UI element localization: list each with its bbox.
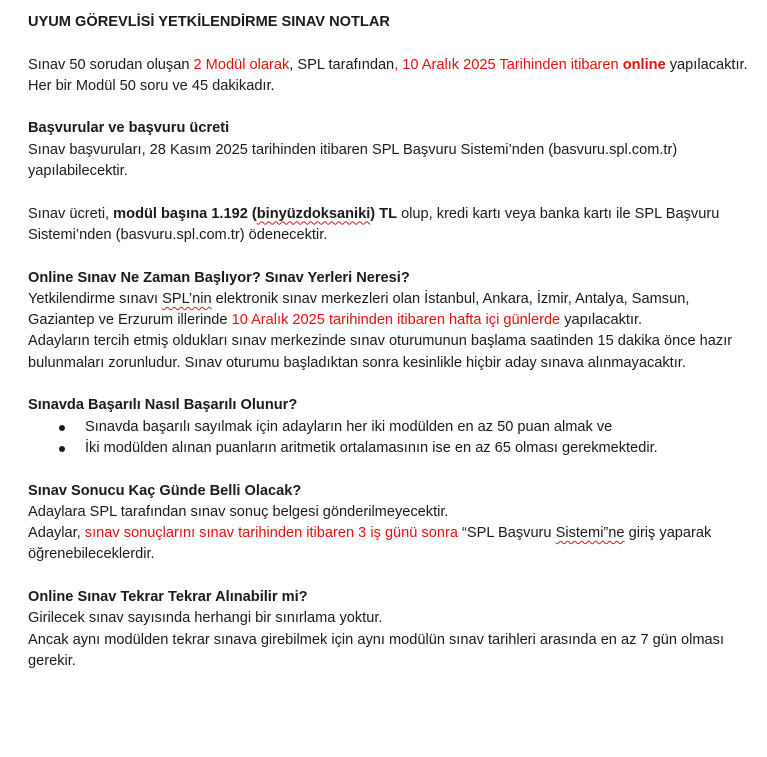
document-page: [28, 12, 750, 672]
section-heading-sonuc: Sınav Sonucu Kaç Günde Belli Olacak?: [28, 482, 302, 499]
online-highlight-date: 10 Aralık 2025 tarihinden itibaren hafta içi günlerde: [231, 312, 561, 329]
tekrar-paragraph-2: Ancak aynı modülden tekrar sınava girebilmek için aynı modülün sınav tarihleri arasında en az 7 gün olması gerekir.: [28, 631, 725, 669]
sonuc-text-1: Adaylar,: [28, 525, 85, 542]
intro-text-1: Sınav 50 sorudan oluşan: [28, 56, 194, 73]
basvuru-paragraph-2: [28, 204, 750, 247]
online-text-3: yapılacaktır.: [560, 312, 643, 329]
sonuc-paragraph-2: [28, 523, 750, 566]
spacer: [28, 459, 750, 480]
fee-bold-1: modül başına 1.192 (: [113, 205, 257, 222]
section-heading-basvuru: Başvurular ve başvuru ücreti: [28, 120, 230, 137]
online-text-1: Yetkilendirme sınavı: [28, 290, 163, 307]
section-heading-tekrar: Online Sınav Tekrar Tekrar Alınabilir mi?: [28, 589, 308, 606]
intro-text-2: , SPL tarafından: [289, 56, 395, 73]
spacer: [28, 246, 750, 267]
list-item: [28, 438, 750, 459]
intro-paragraph: [28, 55, 750, 76]
tekrar-paragraph-1: Girilecek sınav sayısında herhangi bir sınırlama yoktur.: [28, 610, 383, 627]
bullet-icon: [59, 425, 65, 431]
online-spl-word: SPL’nin: [162, 290, 212, 307]
spacer: [28, 97, 750, 118]
intro-highlight-online: online: [622, 56, 666, 73]
sonuc-sistem-word: Sistemi”ne: [555, 525, 625, 542]
fee-text-2: olup, kredi kartı veya banka kartı ile SPL Başvuru Sistemi’nden (basvuru.spl.com.tr) ödenecektir.: [28, 205, 720, 243]
spacer: [28, 374, 750, 395]
sonuc-paragraph-1: Adaylara SPL tarafından sınav sonuç belgesi gönderilmeyecektir.: [28, 503, 449, 520]
list-item-text: Sınavda başarılı sayılmak için adayların her iki modülden en az 50 puan almak ve: [85, 418, 613, 435]
fee-text-1: Sınav ücreti,: [28, 205, 114, 222]
online-paragraph-1: [28, 289, 750, 332]
spacer: [28, 33, 750, 54]
basvuru-paragraph-1: Sınav başvuruları, 28 Kasım 2025 tarihinden itibaren SPL Başvuru Sistemi’nden (basvuru.spl.com.tr) yapılabilecektir.: [28, 141, 678, 180]
fee-bold-spelled: binyüzdoksaniki: [256, 205, 371, 222]
list-item: [28, 417, 750, 438]
fee-bold-2: ) TL: [370, 205, 398, 222]
basari-list: [28, 417, 750, 460]
intro-line-2: Her bir Modül 50 soru ve 45 dakikadır.: [28, 77, 275, 94]
list-item-text: İki modülden alınan puanların aritmetik ortalamasının ise en az 65 olması gerekmektedir.: [85, 439, 658, 456]
intro-text-3: yapılacaktır.: [665, 56, 748, 73]
document-title: UYUM GÖREVLİSİ YETKİLENDİRME SINAV NOTLAR: [28, 14, 390, 30]
section-heading-online: Online Sınav Ne Zaman Başlıyor? Sınav Yerleri Neresi?: [28, 269, 410, 286]
intro-highlight-modules: 2 Modül olarak: [193, 56, 290, 73]
sonuc-text-3: giriş yaparak öğrenebileceklerdir.: [28, 525, 712, 563]
sonuc-text-2: “SPL Başvuru: [457, 525, 556, 542]
intro-highlight-date: , 10 Aralık 2025 Tarihinden itibaren: [394, 56, 623, 73]
bullet-icon: [59, 446, 65, 452]
spacer: [28, 566, 750, 587]
spacer: [28, 182, 750, 203]
sonuc-highlight: sınav sonuçlarını sınav tarihinden itibaren 3 iş günü sonra: [84, 525, 458, 542]
online-text-2: elektronik sınav merkezleri olan İstanbul, Ankara, İzmir, Antalya, Samsun, Gaziantep ve Erzurum illerinde: [28, 290, 690, 329]
online-paragraph-2: Adayların tercih etmiş oldukları sınav merkezinde sınav oturumunun başlama saatinden 15 dakika önce hazır bulunmaları zorunludur. Sınav oturumu başladıktan sonra kesinlikle hiçbir aday sınava alınmayacaktır.: [28, 333, 733, 371]
section-heading-basari: Sınavda Başarılı Nasıl Başarılı Olunur?: [28, 397, 298, 414]
